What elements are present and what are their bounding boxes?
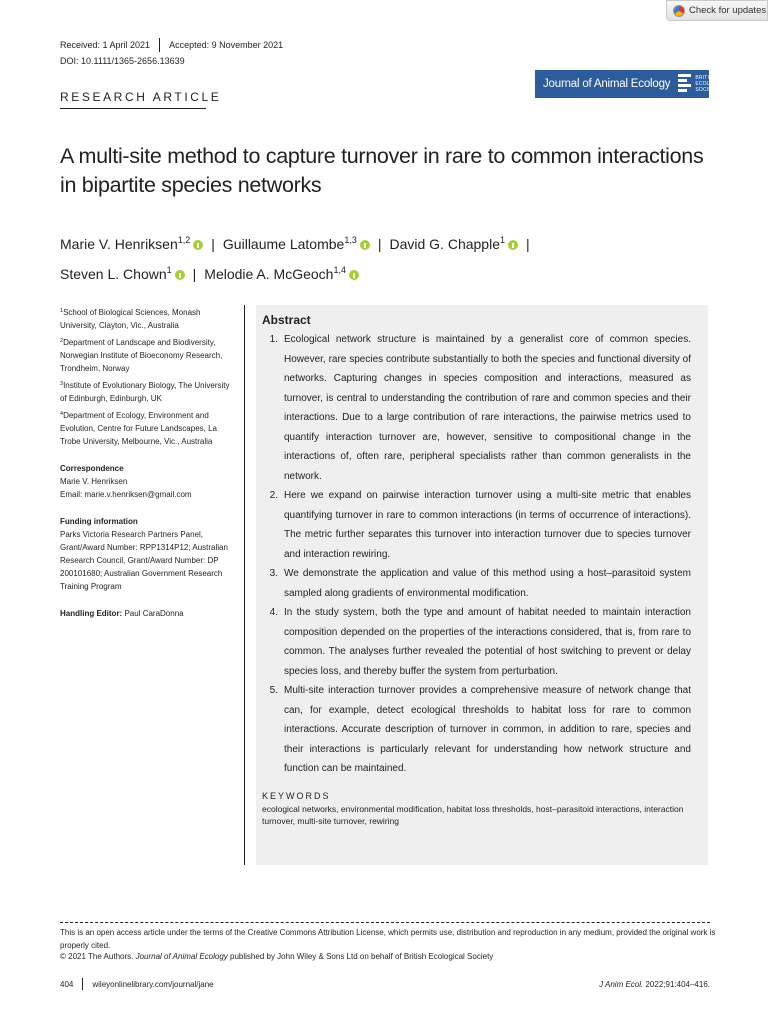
author-separator: | <box>526 236 530 252</box>
doi[interactable]: DOI: 10.1111/1365-2656.13639 <box>60 56 185 66</box>
society-name <box>695 75 730 93</box>
orcid-icon[interactable] <box>349 270 359 280</box>
author-name[interactable]: Steven L. Chown$^1$ <box>60 265 172 282</box>
affiliation-ref: 1,4 <box>333 265 346 275</box>
affiliation: $^2$Department of Landscape and Biodiversity, Norwegian Institute of Bioeconomy Research, Trondheim, Norway <box>60 338 223 373</box>
correspondence-heading: Correspondence <box>60 464 124 473</box>
correspondence-email[interactable]: Email: marie.v.henriksen@gmail.com <box>60 490 192 499</box>
page-footer <box>60 978 710 990</box>
journal-url[interactable]: wileyonlinelibrary.com/journal/jane <box>92 979 214 989</box>
article-type <box>60 90 221 104</box>
accepted-date: Accepted: 9 November 2021 <box>169 40 284 50</box>
affiliation: $^1$School of Biological Sciences, Monash University, Clayton, Vic., Australia <box>60 308 201 330</box>
author-separator: | <box>377 236 382 252</box>
author-name[interactable]: Guillaume Latombe$^{1,3}$ <box>222 235 357 252</box>
society-line: ECOLOGICAL <box>695 81 730 87</box>
affiliation: $^4$Department of Ecology, Environment and Evolution, Centre for Future Landscapes, La Trobe University, Melbourne, Vic., Australia <box>60 411 217 446</box>
article-type-label: RESEARCH ARTICLE <box>60 90 222 104</box>
funding-section <box>60 515 238 593</box>
date-separator <box>159 38 160 52</box>
orcid-icon[interactable] <box>193 240 203 250</box>
orcid-icon[interactable] <box>508 240 518 250</box>
handling-editor-name: Paul CaraDonna <box>124 609 184 618</box>
abstract-item: 1. Ecological network structure is maintained by a generalist core of common species. However, rare species contribute substantially to both the species and functional diversity of networks. Capturing changes in species composition and interactions, measured as turnover, is central to understanding the contribution of rare and common species and their interactions. Due to a large contribution of rare interactions, the pairwise metrics used to quantify interaction turnover are, however, sensitive to compositional change in the interactions of, often rare, peripheral specialists rather than common generalists in the network. <box>269 334 691 482</box>
author-name[interactable]: David G. Chapple$^1$ <box>389 235 506 252</box>
article-sidebar <box>60 305 238 620</box>
society-line: SOCIETY <box>695 87 719 93</box>
article-dates <box>60 38 283 52</box>
abstract-item: 4. In the study system, both the type and amount of habitat needed to maintain interaction composition depended on the properties of the interactions considered, that is, from rare to common. The analyses further revealed the potential of host switching to prevent or delay species loss, and thereby buffer the system from perturbation. <box>269 607 691 677</box>
check-for-updates-label: Check for updates <box>689 5 767 16</box>
sidebar-divider <box>244 305 245 865</box>
funding-heading: Funding information <box>60 517 138 526</box>
abstract-list <box>262 330 691 779</box>
orcid-icon[interactable] <box>360 240 370 250</box>
page-number: 404 <box>60 979 74 989</box>
keywords-heading: KEYWORDS <box>262 790 331 801</box>
orcid-icon[interactable] <box>175 270 185 280</box>
author-list <box>60 227 720 287</box>
author-name[interactable]: Marie V. Henriksen$^{1,2}$ <box>60 235 191 252</box>
affiliation: $^3$Institute of Evolutionary Biology, The University of Edinburgh, Edinburgh, UK <box>60 381 230 403</box>
footnote-rule <box>60 922 710 923</box>
funding-text: Parks Victoria Research Partners Panel, Grant/Award Number: RPP1314P12; Australian Research Council, Grant/Award Number: DP 200101680; Australian Government Research Training Program <box>60 530 228 591</box>
check-for-updates-button[interactable] <box>666 0 768 21</box>
abstract-heading: Abstract <box>262 313 311 327</box>
correspondence-section <box>60 462 238 501</box>
author-separator: | <box>211 236 215 252</box>
abstract-item: 5. Multi-site interaction turnover provides a comprehensive measure of network change that can, for example, detect ecological thresholds to habitat loss for rare to common interactions. Accurate description of turnover in common, in addition to rare, species and their interactions is particularly relevant for understanding how network structure and function can be maintained. <box>269 685 691 774</box>
abstract-item: 3. We demonstrate the application and value of this method using a host–parasitoid system sampled along gradients of environmental modification. <box>269 568 691 599</box>
affiliation-ref: 1,2 <box>177 235 191 245</box>
article-type-rule <box>60 108 206 109</box>
article-title: A multi-site method to capture turnover in rare to common interactions in bipartite species networks <box>60 144 704 197</box>
abstract-box <box>256 305 708 865</box>
affiliation-ref: 1 <box>500 235 506 245</box>
correspondence-name: Marie V. Henriksen <box>60 477 128 486</box>
abstract-item: 2. Here we expand on pairwise interaction turnover using a multi-site metric that enables quantifying turnover in rare to common interactions (in terms of occurrence of interactions). The metric further separates this turnover into interaction turnover due to species turnover and interaction rewiring. <box>269 490 691 560</box>
keywords-text: ecological networks, environmental modification, habitat loss thresholds, host–parasitoid interactions, interaction turnover, multi-site turnover, rewiring <box>262 803 684 826</box>
author-name[interactable]: Melodie A. McGeoch$^{1,4}$ <box>204 265 346 282</box>
copyright-journal: Journal of Animal Ecology <box>135 952 228 961</box>
crossmark-icon <box>673 5 685 17</box>
copyright-note: © 2021 The Authors. Journal of Animal Ecology published by John Wiley & Sons Ltd on behalf of British Ecological Society <box>60 952 494 961</box>
author-separator: | <box>192 266 197 282</box>
affiliation-ref: 1,3 <box>344 235 357 245</box>
license-note: This is an open access article under the terms of the Creative Commons Attribution License, which permits use, distribution and reproduction in any medium, provided the original work is properly cited. <box>60 928 716 950</box>
received-date: Received: 1 April 2021 <box>60 40 151 50</box>
society-line: BRITISH <box>695 75 717 81</box>
handling-editor <box>60 607 238 620</box>
citation: J Anim Ecol. 2022;91:404–416. <box>599 979 710 989</box>
society-logo-icon <box>678 74 691 94</box>
handling-editor-heading: Handling Editor: <box>60 609 123 618</box>
footer-separator <box>82 978 83 990</box>
affiliation-ref: 1 <box>166 265 172 275</box>
journal-name: Journal of Animal Ecology <box>543 78 671 90</box>
journal-banner <box>535 70 730 98</box>
